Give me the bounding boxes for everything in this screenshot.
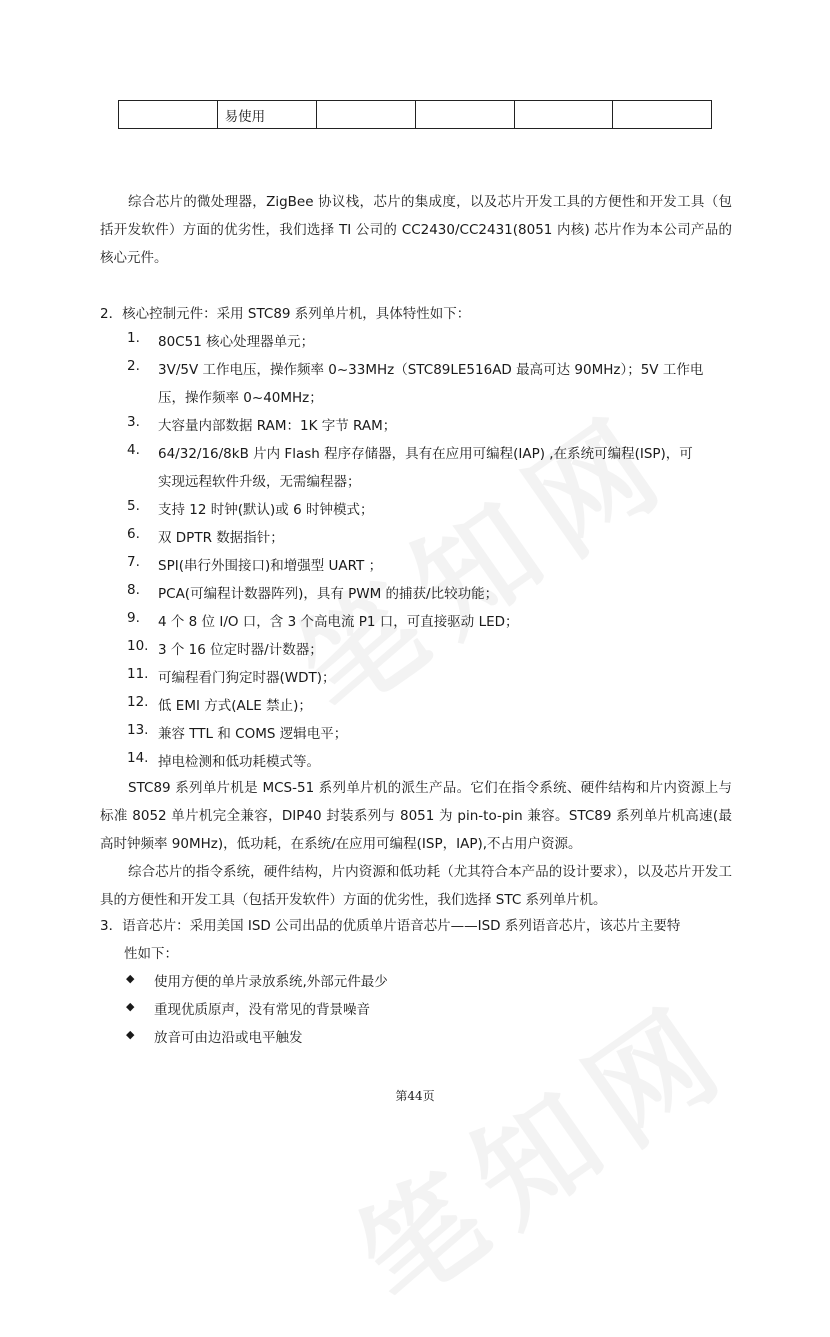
list-item-number: 13. [127,722,149,738]
diamond-bullet-icon: ◆ [126,1000,135,1013]
list-item-number: 6. [127,526,140,542]
paragraph-chip-selection: 综合芯片的微处理器，ZigBee 协议栈，芯片的集成度，以及芯片开发工具的方便性和开发工具（包括开发软件）方面的优劣性，我们选择 TI 公司的 CC2430/CC2431(8051 内核) 芯片作为本公司产品的核心元件。 [100,194,732,266]
section-heading-2: 2．核心控制元件：采用 STC89 系列单片机，具体特性如下： [100,306,471,322]
table-cell [119,101,218,129]
table-cell [415,101,514,129]
list-item-number: 2. [127,358,140,374]
list-item: 可编程看门狗定时器(WDT)； [158,670,336,686]
list-item-number: 4. [127,442,140,458]
table-cell: 易使用 [217,101,317,129]
list-item: 放音可由边沿或电平触发 [154,1030,303,1046]
list-item-number: 8. [127,582,140,598]
list-item: 掉电检测和低功耗模式等。 [158,754,320,770]
list-item-number: 9. [127,610,140,626]
paragraph-stc89-description: STC89 系列单片机是 MCS-51 系列单片机的派生产品。它们在指令系统、硬件结构和片内资源上与标准 8052 单片机完全兼容，DIP40 封装系列与 8051 为 pin-to-pin 兼容。STC89 系列单片机高速(最高时钟频率 90MHz)，低功耗，在系统/在应用可编程(ISP，IAP),不占用户资源。 [100,780,732,852]
list-item: 大容量内部数据 RAM：1K 字节 RAM； [158,418,397,434]
list-item-continuation: 实现远程软件升级，无需编程器； [158,474,361,490]
list-item-number: 12. [127,694,149,710]
list-item: 3V/5V 工作电压，操作频率 0~33MHz（STC89LE516AD 最高可达 90MHz）；5V 工作电 [158,362,704,378]
list-item: 80C51 核心处理器单元； [158,334,315,350]
list-item: 低 EMI 方式(ALE 禁止)； [158,698,312,714]
watermark [319,955,762,1337]
table-cell [317,101,416,129]
list-item: 双 DPTR 数据指针； [158,530,284,546]
spec-table-row [118,100,712,129]
list-item: 支持 12 时钟(默认)或 6 时钟模式； [158,502,374,518]
list-item: 4 个 8 位 I/O 口，含 3 个高电流 P1 口，可直接驱动 LED； [158,614,519,630]
list-item-number: 10. [127,638,149,654]
paragraph-stc-selection: 综合芯片的指令系统，硬件结构，片内资源和低功耗（尤其符合本产品的设计要求），以及芯片开发工具的方便性和开发工具（包括开发软件）方面的优劣性，我们选择 STC 系列单片机。 [100,864,732,908]
diamond-bullet-icon: ◆ [126,1028,135,1041]
list-item: SPI(串行外围接口)和增强型 UART ； [158,558,383,574]
list-item: PCA(可编程计数器阵列)，具有 PWM 的捕获/比较功能； [158,586,499,602]
list-item: 64/32/16/8kB 片内 Flash 程序存储器，具有在应用可编程(IAP) ,在系统可编程(ISP)，可 [158,446,693,462]
list-item-number: 3. [127,414,140,430]
list-item: 重现优质原声，没有常见的背景噪音 [154,1002,370,1018]
table-cell [613,101,712,129]
list-item: 兼容 TTL 和 COMS 逻辑电平； [158,726,348,742]
list-item-number: 1. [127,330,140,346]
list-item-number: 7. [127,554,140,570]
list-item: 使用方便的单片录放系统,外部元件最少 [154,974,388,990]
page-number: 第44页 [395,1089,435,1103]
section-heading-3-continuation: 性如下： [124,946,178,962]
list-item-number: 5. [127,498,140,514]
list-item-number: 11. [127,666,149,682]
list-item: 3 个 16 位定时器/计数器； [158,642,323,658]
list-item-continuation: 压，操作频率 0~40MHz； [158,390,323,406]
section-heading-3: 3．语音芯片：采用美国 ISD 公司出品的优质单片语音芯片——ISD 系列语音芯片，该芯片主要特 [100,918,681,934]
diamond-bullet-icon: ◆ [126,972,135,985]
table-cell [514,101,613,129]
list-item-number: 14. [127,750,149,766]
